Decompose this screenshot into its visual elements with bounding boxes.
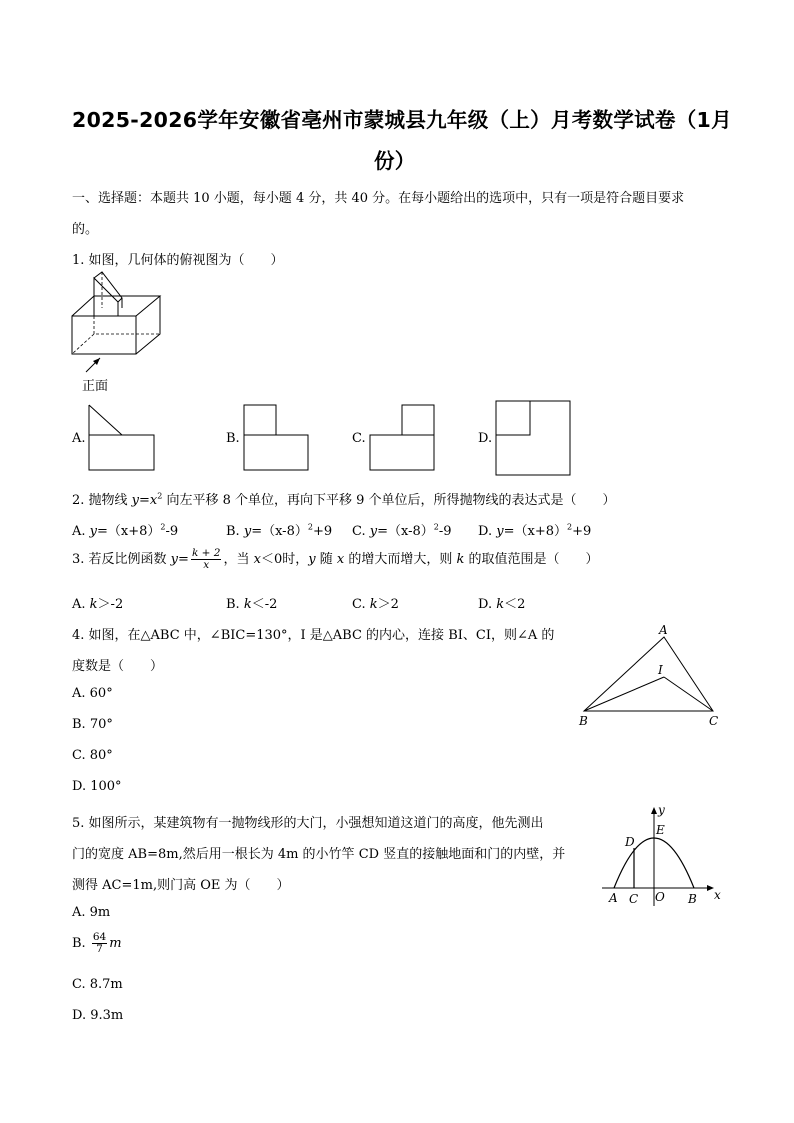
q2-option-c[interactable]: C. $y=(x-8)^2-9$ [352, 522, 452, 539]
q4-triangle-figure [576, 622, 726, 732]
q1-option-a-label[interactable]: A. [72, 431, 86, 446]
q5-option-c[interactable]: C. 8.7m [72, 977, 123, 992]
q1-option-d-label[interactable]: D. [478, 431, 493, 446]
page-title-continuation: 份） [374, 149, 416, 173]
section-instructions-continuation: 的。 [72, 222, 99, 237]
q1-option-a-figure [88, 404, 158, 479]
question-3-stem: 3. 若反比例函数 y= $\frac{k + 2}{x}$ ，当 x＜0时，y 随 x 的增大而增大，则 k 的取值范围是（ ） [72, 547, 599, 572]
q1-option-c-label[interactable]: C. [352, 431, 366, 446]
q1-front-label: 正面 [82, 379, 109, 394]
section-instructions: 一、选择题：本题共 10 小题，每小题 4 分，共 40 分。在每小题给出的选项中，只有一项是符合题目要求 [72, 191, 685, 206]
q4-option-a[interactable]: A. 60° [72, 686, 113, 701]
q2-option-a[interactable]: A. $y=(x+8)^2-9$ [72, 522, 179, 539]
q4-label-a: A [659, 623, 668, 637]
q3-option-c[interactable]: C. k＞2 [352, 597, 399, 612]
q4-label-i: I [658, 663, 663, 677]
q2-option-b[interactable]: B. $y=(x-8)^2+9$ [226, 522, 333, 539]
q1-solid-figure [68, 272, 168, 352]
q5-label-x: x [714, 888, 721, 902]
q4-label-c: C [709, 714, 719, 728]
q5-label-o: O [655, 890, 665, 904]
q5-parabola-figure [600, 804, 730, 914]
q1-option-b-figure [243, 404, 313, 479]
q4-option-b[interactable]: B. 70° [72, 717, 113, 732]
q5-label-e: E [656, 823, 665, 837]
question-1-stem: 1. 如图，几何体的俯视图为（ ） [72, 253, 284, 268]
q5-option-d[interactable]: D. 9.3m [72, 1008, 124, 1023]
q5-label-c: C [629, 892, 639, 906]
q5-label-y: y [658, 803, 665, 817]
q3-option-b[interactable]: B. k＜-2 [226, 597, 278, 612]
q5-option-b[interactable]: B. $\frac{64}{7}$ m [72, 931, 122, 956]
q5-label-a: A [609, 891, 618, 905]
q4-option-d[interactable]: D. 100° [72, 779, 122, 794]
question-5-stem-line3: 测得 AC=1m,则门高 OE 为（ ） [72, 878, 290, 893]
q5-label-d: D [625, 835, 635, 849]
q5-label-b: B [688, 892, 697, 906]
question-5-stem: 5. 如图所示，某建筑物有一抛物线形的大门，小强想知道这道门的高度，他先测出 [72, 816, 544, 831]
q4-label-b: B [579, 714, 588, 728]
question-5-stem-line2: 门的宽度 AB=8m,然后用一根长为 4m 的小竹竿 CD 竖直的接触地面和门的内壁，并 [72, 847, 566, 862]
q1-option-b-label[interactable]: B. [226, 431, 240, 446]
question-2-stem: 2. 抛物线 $y=x^2$ 向左平移 8 个单位，再向下平移 9 个单位后，所得抛物线的表达式是（ ） [72, 491, 616, 508]
q3-fraction: $\frac{k + 2}{x}$ [191, 547, 221, 572]
q3-option-a[interactable]: A. k＞-2 [72, 597, 124, 612]
q4-option-c[interactable]: C. 80° [72, 748, 113, 763]
q1-option-c-figure [369, 404, 439, 479]
page-title: 2025-2026学年安徽省亳州市蒙城县九年级（上）月考数学试卷（1月 [72, 108, 732, 132]
q2-option-d[interactable]: D. $y=(x+8)^2+9$ [478, 522, 592, 539]
question-4-stem-continuation: 度数是（ ） [72, 659, 164, 674]
question-4-stem: 4. 如图，在△ABC 中，∠BIC=130°，I 是△ABC 的内心，连接 BI、CI，则∠A 的 [72, 628, 555, 643]
q5-option-a[interactable]: A. 9m [72, 905, 111, 920]
q1-option-d-figure [495, 400, 575, 480]
q3-option-d[interactable]: D. k＜2 [478, 597, 526, 612]
